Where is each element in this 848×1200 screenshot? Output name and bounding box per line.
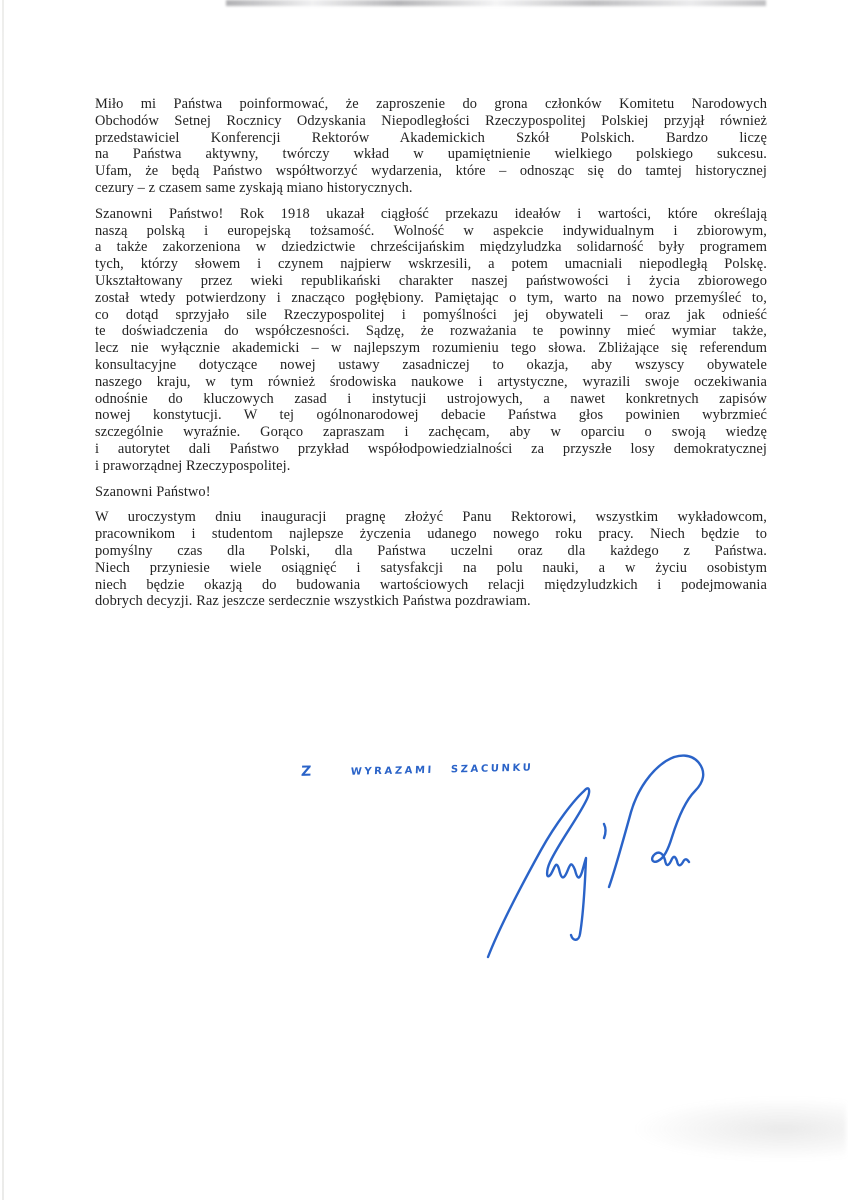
closing-word: Z [300, 763, 315, 780]
text-line: a także zakorzeniona w dziedzictwie chrześcijańskim międzyludzka solidarność były programem [95, 239, 767, 256]
text-line: te doświadczenia do współczesności. Sądzę, że rozważania te powinny mieć wymiar także, [95, 323, 767, 340]
paragraph [95, 484, 767, 501]
text-line: pomyślny czas dla Polski, dla Państwa uczelni oraz dla każdego z Państwa. [95, 542, 767, 559]
text-line: i autorytet dali Państwo przykład współodpowiedzialności za przyszłe losy demokratycznej [95, 440, 767, 457]
text-line: dobrych decyzji. Raz jeszcze serdecznie wszystkich Państwa pozdrawiam. [95, 593, 531, 610]
text-line: co dotąd sprzyjało sile Rzeczypospolitej i pomyślności jej obywateli – oraz jak odnieść [95, 306, 767, 323]
text-line: szczególnie wyraźnie. Gorąco zapraszam i zachęcam, aby w oparciu o swoją wiedzę [95, 424, 767, 441]
text-line: na Państwa aktywny, twórczy wkład w upamiętnienie wielkiego polskiego sukcesu. [95, 146, 767, 163]
text-line: Szanowni Państwo! [95, 483, 211, 500]
text-line: Niech przyniesie wiele osiągnięć i satysfakcji na polu nauki, a w życiu osobistym [95, 559, 767, 576]
text-line: Miło mi Państwa poinformować, że zaproszenie do grona członków Komitetu Narodowych [95, 96, 767, 112]
text-line: pracownikom i studentom najlepsze życzenia udanego nowego roku pracy. Niech będzie to [95, 526, 767, 543]
scan-artifact-top-smudge [226, 0, 766, 6]
text-line: niech będzie okazją do budowania wartościowych relacji międzyludzkich i podejmowania [95, 576, 767, 593]
text-line: nowej konstytucji. W tej ogólnonarodowej debacie Państwa głos powinien wybrzmieć [95, 407, 767, 424]
text-line: konsultacyjne dotyczące nowej ustawy zasadniczej to okazja, aby wszyscy obywatele [95, 356, 767, 373]
text-line: W uroczystym dniu inauguracji pragnę złożyć Panu Rektorowi, wszystkim wykładowcom, [95, 509, 767, 526]
text-line: przedstawiciel Konferencji Rektorów Akademickich Szkół Polskich. Bardzo liczę [95, 129, 767, 146]
text-line: Ufam, że będą Państwo współtworzyć wydarzenia, które – odnosząc się do tamtej historycznej [95, 163, 767, 180]
text-line: został wtedy potwierdzony i znacząco pogłębiony. Pamiętając o tym, warto na nowo przemyśleć to, [95, 289, 767, 306]
handwritten-signature [438, 748, 758, 998]
closing-word: wyrazami [350, 760, 435, 779]
text-line: i praworządnej Rzeczypospolitej. [95, 457, 291, 474]
signature-stroke-tick [604, 824, 606, 838]
text-line: lecz nie wyłącznie akademicki – w najlepszym rozumieniu tego słowa. Zbliżające się referendum [95, 340, 767, 357]
paragraph [95, 206, 767, 475]
text-line: naszego kraju, w tym również środowiska naukowe i artystyczne, wyrazili swoje oczekiwania [95, 373, 767, 390]
closing-word: szacunku [450, 758, 534, 777]
text-line: Obchodów Setnej Rocznicy Odzyskania Niepodległości Rzeczypospolitej Polskiej przyjął również [95, 112, 767, 129]
text-line: odnośnie do kluczowych zasad i instytucji ustrojowych, a nawet konkretnych zapisów [95, 390, 767, 407]
paragraph [95, 509, 767, 610]
scan-artifact-left-edge-line [2, 0, 4, 1200]
letter-body [95, 96, 767, 619]
text-line: Szanowni Państwo! Rok 1918 ukazał ciągłość przekazu ideałów i wartości, które określają [95, 205, 767, 222]
text-line: Ukształtowany przez wieki republikański charakter naszej państwowości i życia zbiorowego [95, 272, 767, 289]
scan-artifact-bottom-speckle [636, 1098, 846, 1160]
text-line: cezury – z czasem same zyskają miano historycznych. [95, 179, 413, 196]
paragraph [95, 96, 767, 197]
text-line: tych, którzy słowem i czynem najpierw wskrzesili, a potem umacniali niepodległą Polskę. [95, 256, 767, 273]
signature-stroke-loop [609, 756, 703, 887]
text-line: naszą polską i europejską tożsamość. Wolność w aspekcie indywidualnym i zbiorowym, [95, 222, 767, 239]
signature-stroke-initial [488, 788, 589, 957]
